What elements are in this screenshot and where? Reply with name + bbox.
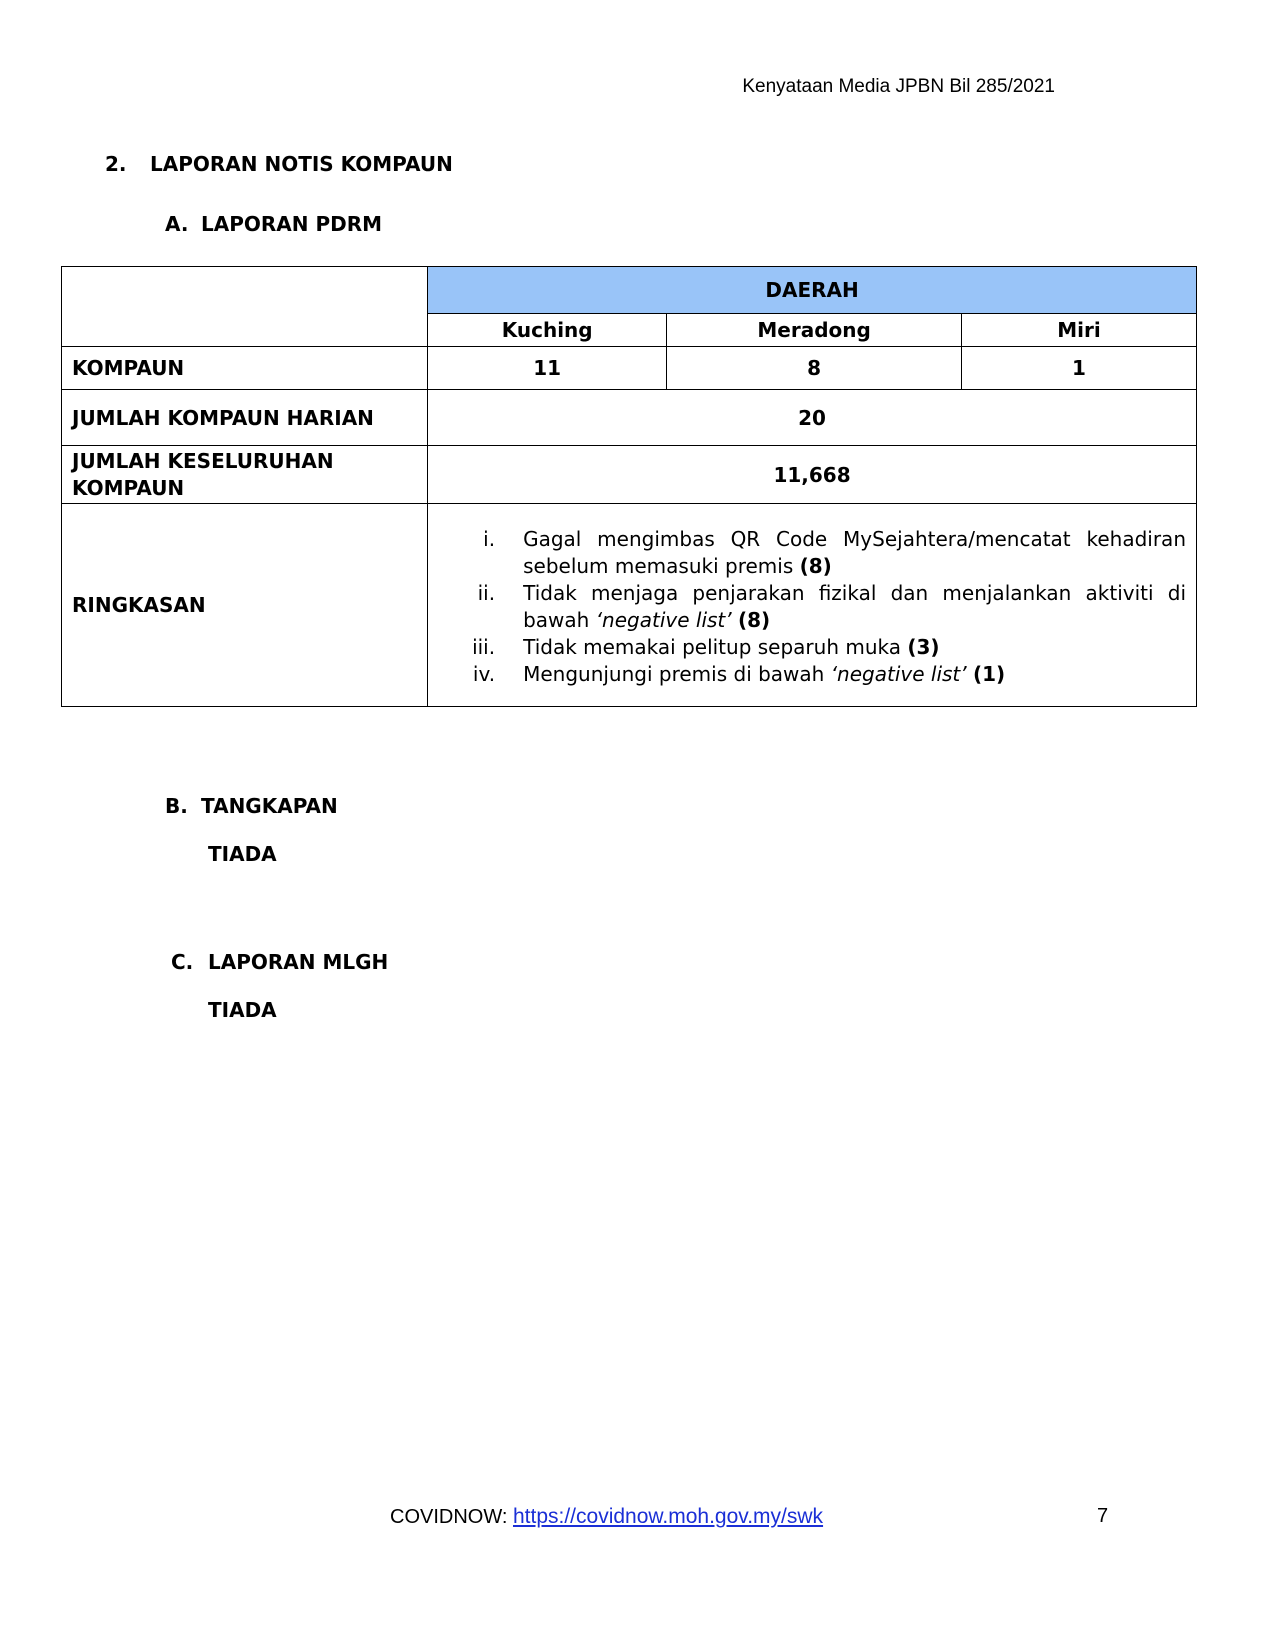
kompaun-row-label: KOMPAUN: [62, 347, 428, 390]
list-marker: ii.: [477, 581, 496, 605]
subsection-b-title: TANGKAPAN: [201, 794, 338, 818]
subsection-b-letter: B.: [165, 794, 188, 818]
list-item-text: Tidak menjaga penjarakan fizikal dan menjalankan aktiviti di bawah ‘negative list’ (8): [523, 581, 1186, 632]
district-header-meradong: Meradong: [667, 314, 962, 347]
overall-total-value: 11,668: [428, 446, 1197, 504]
daily-total-value: 20: [428, 390, 1197, 446]
list-item: [438, 526, 1186, 580]
subsection-a-title: LAPORAN PDRM: [201, 212, 383, 236]
footer-label: COVIDNOW:: [390, 1506, 508, 1528]
table-corner-cell: [62, 267, 428, 347]
subsection-b-value: TIADA: [208, 842, 277, 866]
list-item: [438, 580, 1186, 634]
document-reference: Kenyataan Media JPBN Bil 285/2021: [742, 76, 1055, 97]
covidnow-link[interactable]: https://covidnow.moh.gov.my/swk: [512, 1505, 824, 1528]
list-item-text: Tidak memakai pelitup separuh muka (3): [523, 635, 940, 659]
subsection-a-letter: A.: [165, 212, 189, 236]
summary-list: [438, 526, 1186, 688]
subsection-b-heading: [165, 794, 338, 818]
kompaun-meradong-value: 8: [667, 347, 962, 390]
list-marker: iv.: [472, 662, 496, 686]
section-title: LAPORAN NOTIS KOMPAUN: [150, 152, 453, 176]
list-item-text: Gagal mengimbas QR Code MySejahtera/mencatat kehadiran sebelum memasuki premis (8): [523, 527, 1186, 578]
footer: [390, 1505, 823, 1529]
list-item: [438, 634, 1186, 661]
kompaun-miri-value: 1: [962, 347, 1197, 390]
subsection-c-value: TIADA: [208, 998, 277, 1022]
subsection-c-heading: [171, 950, 388, 974]
list-item: [438, 661, 1186, 688]
kompaun-kuching-value: 11: [428, 347, 667, 390]
page-number: 7: [1097, 1505, 1109, 1527]
list-item-text: Mengunjungi premis di bawah ‘negative list’ (1): [523, 662, 1006, 686]
list-marker: i.: [483, 527, 496, 551]
subsection-a-heading: [165, 212, 382, 236]
overall-total-label: JUMLAH KESELURUHAN KOMPAUN: [62, 446, 428, 504]
summary-label: RINGKASAN: [62, 504, 428, 707]
section-heading: [105, 152, 453, 176]
district-header-kuching: Kuching: [428, 314, 667, 347]
compound-report-table: [61, 266, 1197, 707]
district-group-header: DAERAH: [428, 267, 1197, 314]
subsection-c-letter: C.: [171, 950, 194, 974]
district-header-miri: Miri: [962, 314, 1197, 347]
subsection-c-title: LAPORAN MLGH: [208, 950, 389, 974]
summary-cell: [428, 504, 1197, 707]
list-marker: iii.: [472, 635, 496, 659]
section-number: 2.: [105, 152, 127, 176]
daily-total-label: JUMLAH KOMPAUN HARIAN: [62, 390, 428, 446]
